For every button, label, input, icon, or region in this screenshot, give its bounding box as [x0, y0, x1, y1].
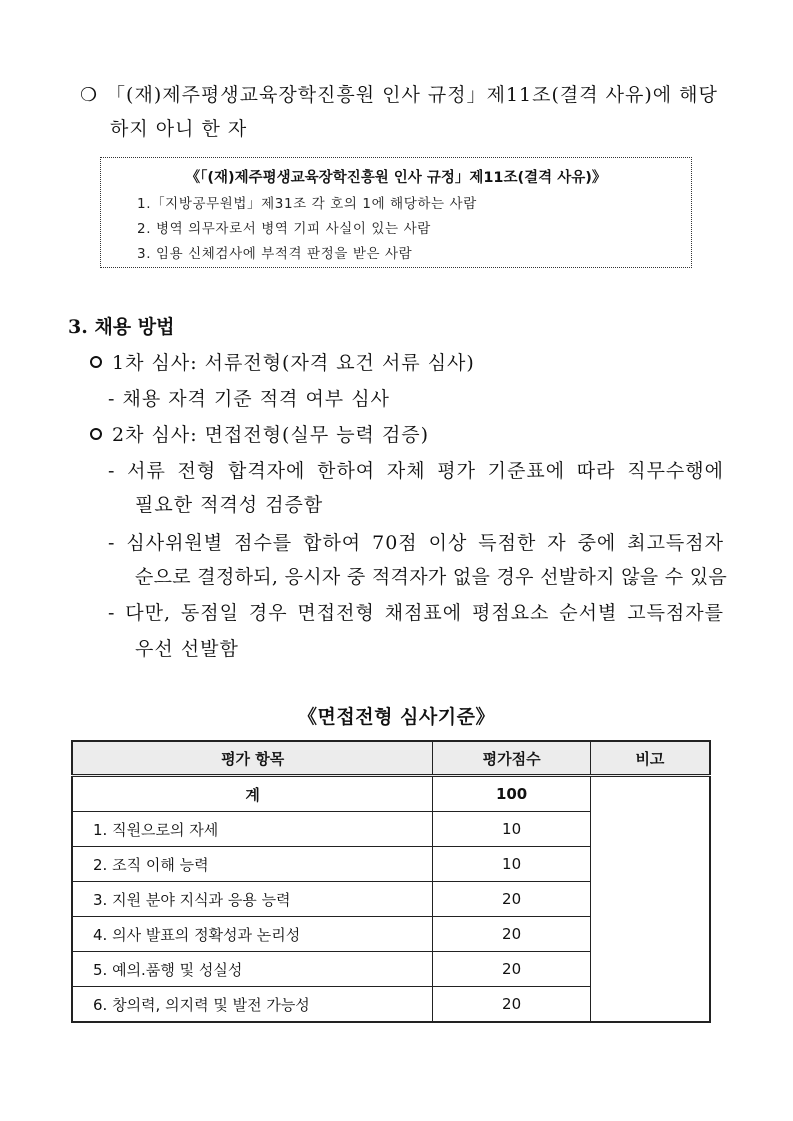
total-label: 계 [72, 776, 433, 812]
stage2-point1-line1: - 서류 전형 합격자에 한하여 자체 평가 기준표에 따라 직무수행에 [108, 460, 724, 482]
row-item: 2. 조직 이해 능력 [72, 847, 433, 882]
stage2-title-text: 2차 심사: 면접전형(실무 능력 검증) [112, 424, 430, 446]
quote-box-title: 《「(재)제주평생교육장학진흥원 인사 규정」제11조(결격 사유)》 [185, 170, 607, 186]
stage1-title [90, 348, 475, 375]
header-score: 평가점수 [433, 741, 591, 776]
table-header-row [72, 741, 710, 776]
criteria-table [71, 740, 711, 1023]
row-score: 20 [433, 952, 591, 987]
section-heading: 3. 채용 방법 [68, 316, 175, 338]
qualification-item [80, 80, 718, 107]
row-score: 20 [433, 917, 591, 952]
stage2-point2-line1: - 심사위원별 점수를 합하여 70점 이상 득점한 자 중에 최고득점자 [108, 532, 724, 554]
stage1-point: - 채용 자격 기준 적격 여부 심사 [108, 388, 390, 410]
circle-bullet-icon [90, 356, 102, 368]
row-item: 1. 직원으로의 자세 [72, 812, 433, 847]
header-item: 평가 항목 [72, 741, 433, 776]
row-score: 10 [433, 812, 591, 847]
row-score: 20 [433, 987, 591, 1023]
row-score: 20 [433, 882, 591, 917]
stage2-point1-line2: 필요한 적격성 검증함 [135, 494, 324, 516]
row-score: 10 [433, 847, 591, 882]
row-item: 5. 예의.품행 및 성실성 [72, 952, 433, 987]
row-item: 6. 창의력, 의지력 및 발전 가능성 [72, 987, 433, 1023]
stage2-point3-line2: 우선 선발함 [135, 638, 239, 660]
qualification-text-line1: 「(재)제주평생교육장학진흥원 인사 규정」제11조(결격 사유)에 해당 [106, 84, 718, 106]
circle-bullet-icon [90, 428, 102, 440]
stage2-point3-line1: - 다만, 동점일 경우 면접전형 채점표에 평점요소 순서별 고득점자를 [108, 602, 724, 624]
criteria-table-title: 《면접전형 심사기준》 [298, 706, 495, 728]
total-score: 100 [433, 776, 591, 812]
quote-item-1: 1.「지방공무원법」제31조 각 호의 1에 해당하는 사람 [137, 196, 477, 212]
quote-item-2: 2. 병역 의무자로서 병역 기피 사실이 있는 사람 [137, 221, 431, 237]
row-item: 3. 지원 분야 지식과 응용 능력 [72, 882, 433, 917]
circle-bullet-icon: ❍ [80, 84, 99, 106]
row-item: 4. 의사 발표의 정확성과 논리성 [72, 917, 433, 952]
stage2-title [90, 420, 429, 447]
stage2-point2-line2: 순으로 결정하되, 응시자 중 적격자가 없을 경우 선발하지 않을 수 있음 [135, 566, 728, 588]
regulation-quote-box [100, 157, 692, 268]
note-cell [590, 776, 710, 1023]
header-note: 비고 [590, 741, 710, 776]
table-total-row [72, 776, 710, 812]
stage1-title-text: 1차 심사: 서류전형(자격 요건 서류 심사) [112, 352, 475, 374]
qualification-text-line2: 하지 아니 한 자 [110, 118, 248, 140]
quote-item-3: 3. 임용 신체검사에 부적격 판정을 받은 사람 [137, 246, 413, 262]
